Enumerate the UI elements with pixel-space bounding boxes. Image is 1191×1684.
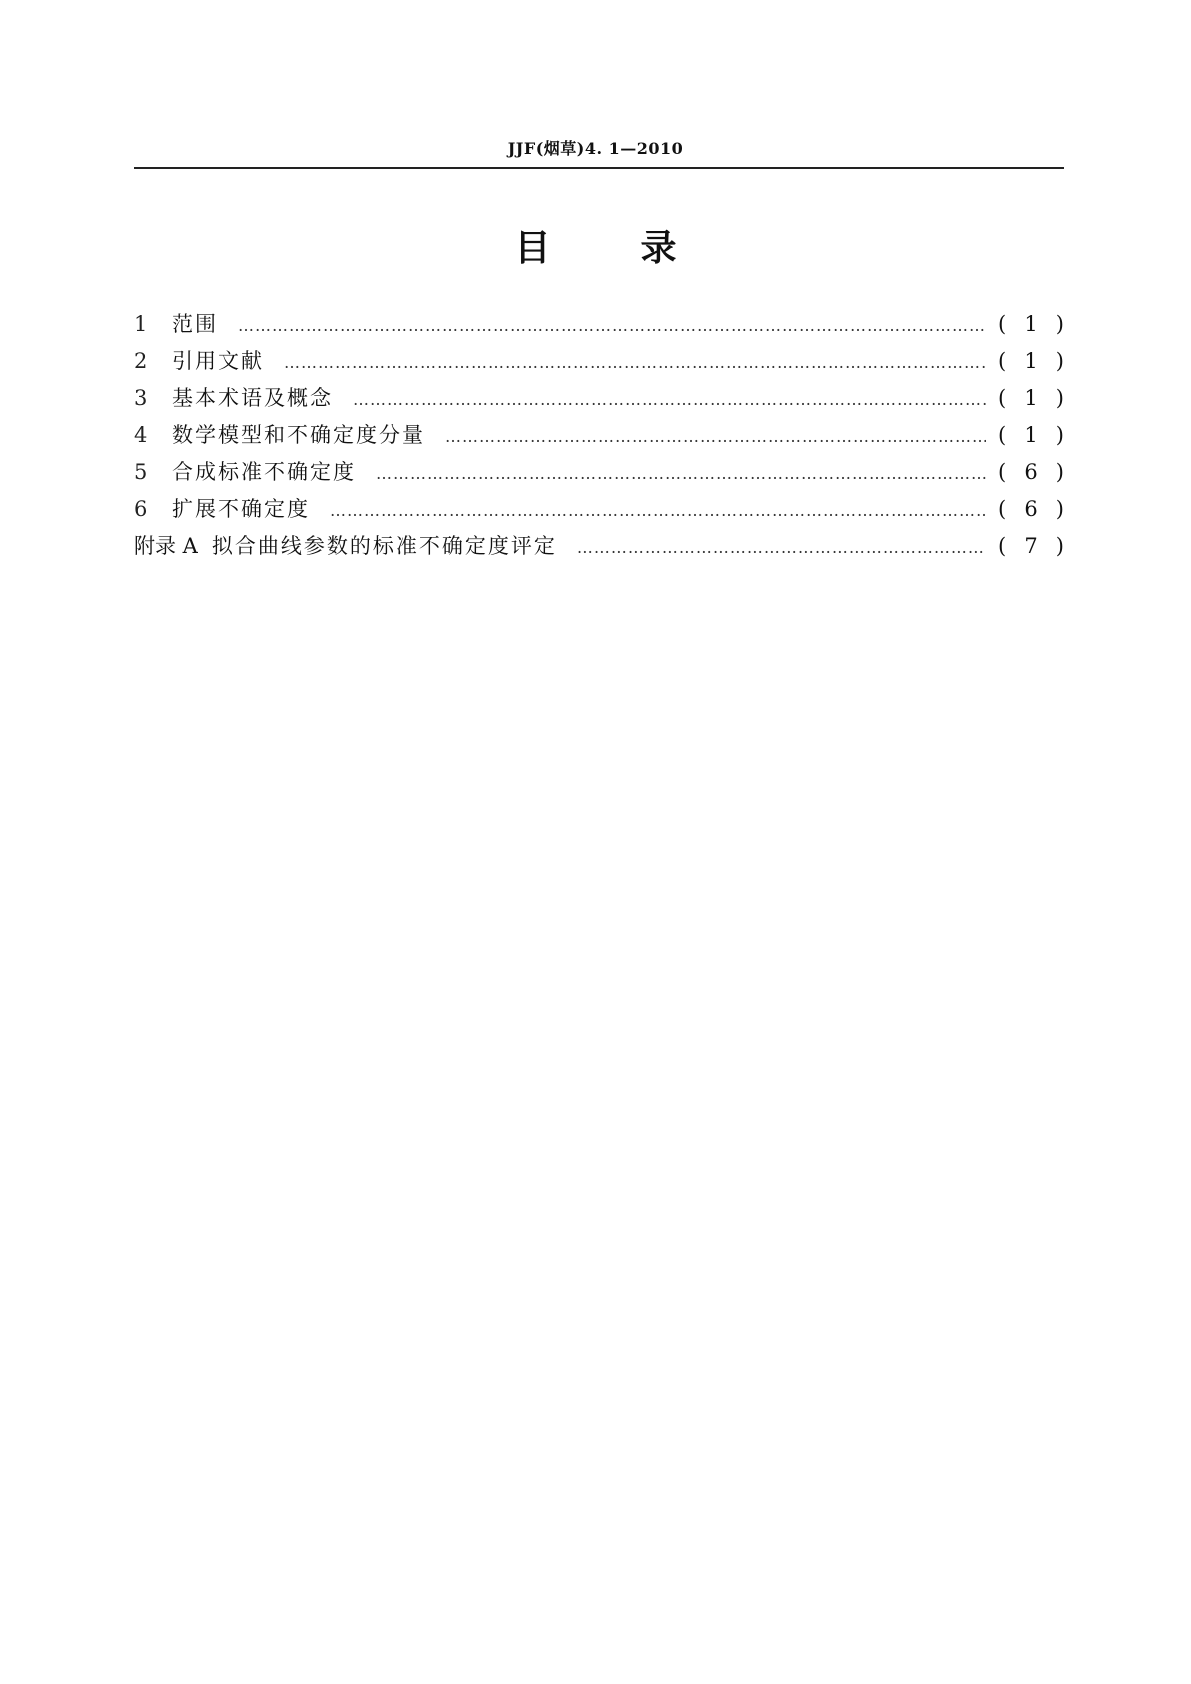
toc-leader-dots: [238, 316, 986, 335]
toc-entry-page: ( 1 ): [998, 386, 1064, 410]
toc-title: 目录: [514, 228, 767, 269]
toc-entry[interactable]: [134, 493, 1064, 530]
toc-entry-label: 范围: [172, 312, 218, 336]
toc-appendix-entry[interactable]: [134, 530, 1064, 567]
toc-leader-dots: [445, 427, 986, 446]
toc-leader-dots: [330, 501, 986, 520]
toc-entry[interactable]: [134, 345, 1064, 382]
toc-entry-number: 3: [134, 386, 148, 410]
toc-entry-number: 4: [134, 423, 148, 447]
toc-appendix-prefix: 附录 A: [134, 534, 198, 558]
toc-entry-label: 扩展不确定度: [172, 497, 310, 521]
toc-entry-label: 引用文献: [172, 349, 264, 373]
toc-entry-label: 基本术语及概念: [172, 386, 333, 410]
toc-entry-page: ( 6 ): [998, 460, 1064, 484]
toc-appendix-label: 拟合曲线参数的标准不确定度评定: [211, 534, 557, 558]
toc-entry[interactable]: [134, 419, 1064, 456]
toc-entry-page: ( 1 ): [998, 312, 1064, 336]
toc-entry-number: 6: [134, 497, 148, 521]
toc-entry-page: ( 7 ): [998, 534, 1064, 558]
toc-entry-page: ( 1 ): [998, 349, 1064, 373]
toc-entry-number: 1: [134, 312, 148, 336]
toc-entry-number: 5: [134, 460, 148, 484]
toc-leader-dots: [284, 353, 986, 372]
toc-entry-number: 2: [134, 349, 148, 373]
toc-leader-dots: [353, 390, 986, 409]
toc-entry[interactable]: [134, 382, 1064, 419]
toc-entry-label: 数学模型和不确定度分量: [172, 423, 425, 447]
toc-entry-label: 合成标准不确定度: [172, 460, 356, 484]
table-of-contents: [134, 308, 1064, 567]
standard-code-header: JJF(烟草)4. 1—2010: [507, 139, 684, 158]
toc-entry-page: ( 6 ): [998, 497, 1064, 521]
header-divider: [134, 167, 1064, 169]
toc-leader-dots: [577, 538, 986, 557]
toc-entry[interactable]: [134, 308, 1064, 345]
toc-entry[interactable]: [134, 456, 1064, 493]
toc-leader-dots: [376, 464, 986, 483]
toc-entry-page: ( 1 ): [998, 423, 1064, 447]
